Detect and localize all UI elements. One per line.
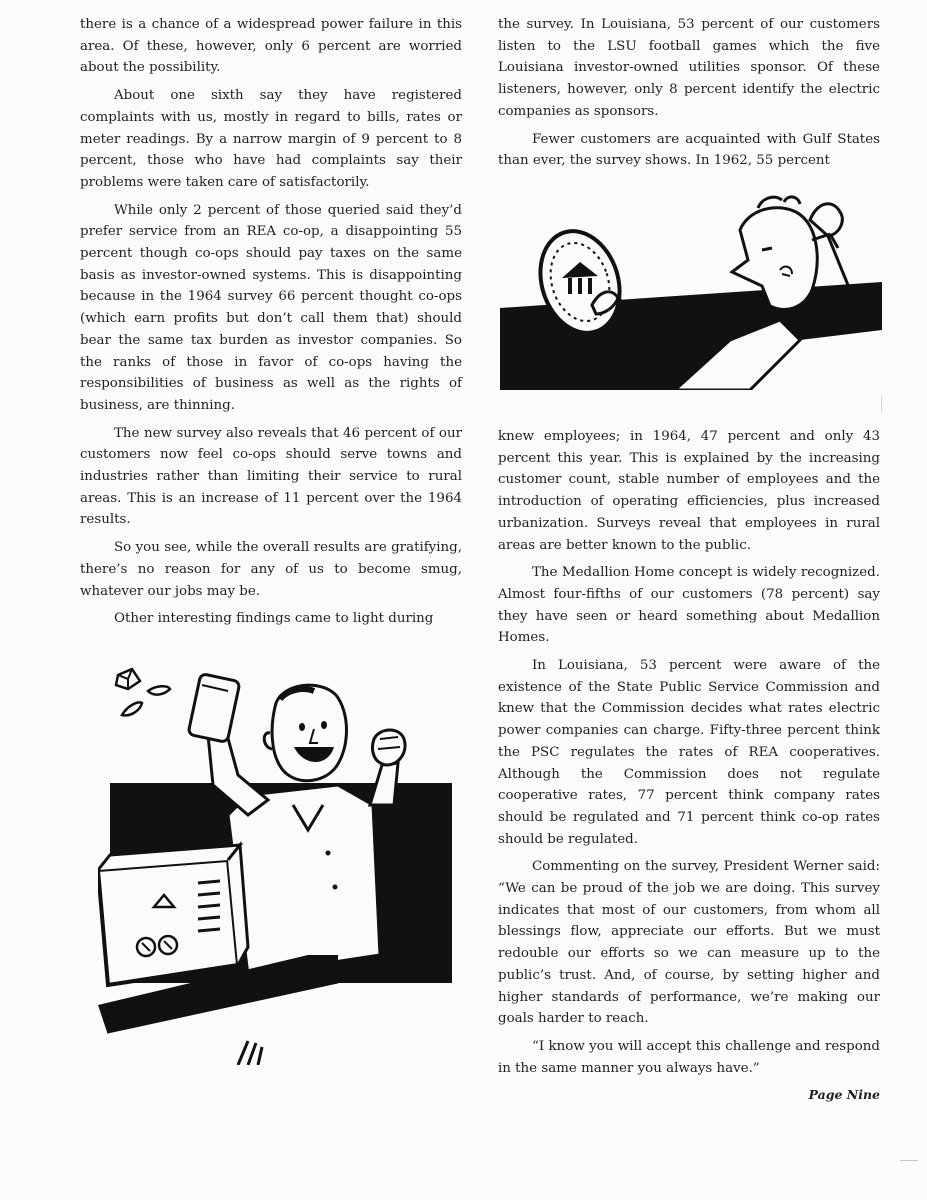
cartoon-man-with-radio <box>98 655 460 1065</box>
body-paragraph: “I know you will accept this challenge and respond in the same manner you always have.” <box>498 1038 880 1076</box>
body-paragraph: Commenting on the survey, President Werner said: “We can be proud of the job we are doing. This survey indicates that most of our customers, from whom all blessings flow, appreciate our efforts. But we must redouble our efforts so we can measure up to the public’s trust. And, of course, by setting higher and higher standards of performance, we’re making our goals harder to reach. <box>498 859 880 1027</box>
body-paragraph: Fewer customers are acquainted with Gulf States than ever, the survey shows. In 1962, 55 percent <box>498 131 880 169</box>
right-column-bottom <box>498 426 880 1085</box>
page-number: Page Nine <box>808 1087 880 1102</box>
right-column-top <box>498 14 880 178</box>
body-paragraph: knew employees; in 1964, 47 percent and only 43 percent this year. This is explained by the increasing customer count, stable number of employees and the introduction of operating efficiencies, plus increased urbanization. Surveys reveal that employees in rural areas are better known to the public. <box>498 429 880 553</box>
body-paragraph: About one sixth say they have registered complaints with us, mostly in regard to bills, rates or meter readings. By a narrow margin of 9 percent to 8 percent, those who have had complaints say their problems were taken care of satisfactorily. <box>80 88 462 190</box>
margin-mark <box>881 396 882 412</box>
scan-mark <box>900 1160 918 1161</box>
body-paragraph: the survey. In Louisiana, 53 percent of our customers listen to the LSU football games which the five Louisiana investor-owned utilities sponsor. Of these listeners, however, only 8 percent identify the electric companies as sponsors. <box>498 17 880 119</box>
body-paragraph: there is a chance of a widespread power failure in this area. Of these, however, only 6 percent are worried about the possibility. <box>80 17 462 76</box>
body-paragraph: So you see, while the overall results are gratifying, there’s no reason for any of us to become smug, whatever our jobs may be. <box>80 540 462 599</box>
body-paragraph: The Medallion Home concept is widely recognized. Almost four-fifths of our customers (78 percent) say they have seen or heard something about Medallion Homes. <box>498 565 880 646</box>
left-column <box>80 14 462 636</box>
body-paragraph: While only 2 percent of those queried said they’d prefer service from an REA co-op, a disappointing 55 percent though co-ops should pay taxes on the same basis as investor-owned systems. This is disappointing because in the 1964 survey 66 percent thought co-ops (which earn profits but don’t call them that) should bear the same tax burden as investor companies. So the ranks of those in favor of co-ops having the responsibilities of business as well as the rights of business, are thinning. <box>80 202 462 413</box>
body-paragraph: In Louisiana, 53 percent were aware of the existence of the State Public Service Commission and knew that the Commission decides what rates electric power companies can charge. Fifty-three percent think the PSC regulates the rates of REA cooperatives. Although the Commission does not regulate cooperative rates, 77 percent think company rates should be regulated and 71 percent think co-op rates should be regulated. <box>498 658 880 847</box>
body-paragraph: The new survey also reveals that 46 percent of our customers now feel co-ops should serve towns and industries rather than limiting their service to rural areas. This is an increase of 11 percent over the 1964 results. <box>80 425 462 528</box>
cartoon-man-holding-clock <box>500 190 882 390</box>
body-paragraph: Other interesting findings came to light during <box>114 611 434 627</box>
